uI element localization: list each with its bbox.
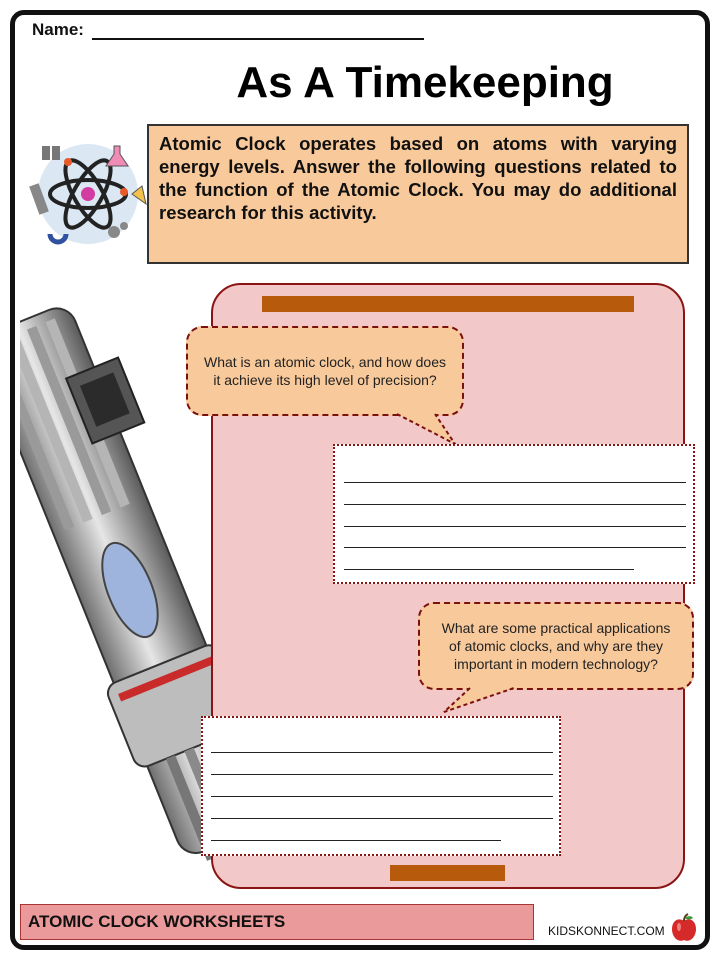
question-bubble-2 [418,602,694,690]
answer-line [344,504,686,505]
question-2-text: What are some practical applications of atomic clocks, and why are they important in modern technology? [441,620,671,672]
question-1-text: What is an atomic clock, and how does it achieve its high level of precision? [203,354,446,388]
panel-header-bar [262,296,634,312]
answer-line [344,482,686,483]
science-atom-icon [28,138,148,250]
apple-icon [670,913,698,943]
answer-line [344,526,686,527]
answer-line [211,840,501,841]
answer-line [211,818,553,819]
answer-line [211,796,553,797]
name-input-line[interactable] [92,38,424,40]
answer-box-1[interactable] [333,444,695,584]
answer-line [344,547,686,548]
question-2-tail [440,686,520,714]
brand-link[interactable]: KIDSKONNECT.COM [548,924,665,938]
footer-title: ATOMIC CLOCK WORKSHEETS [28,912,286,931]
answer-line [344,569,634,570]
intro-instructions: Atomic Clock operates based on atoms with varying energy levels. Answer the following questions related to the function of the Atomic Clock. You may do additional research for this activity. [147,124,689,264]
question-1-tail [395,412,465,446]
page-title: As A Timekeeping [236,58,614,107]
question-bubble-1 [186,326,464,416]
answer-line [211,752,553,753]
answer-box-2[interactable] [201,716,561,856]
panel-footer-bar [390,865,505,881]
answer-line [211,774,553,775]
name-label: Name: [32,20,84,39]
